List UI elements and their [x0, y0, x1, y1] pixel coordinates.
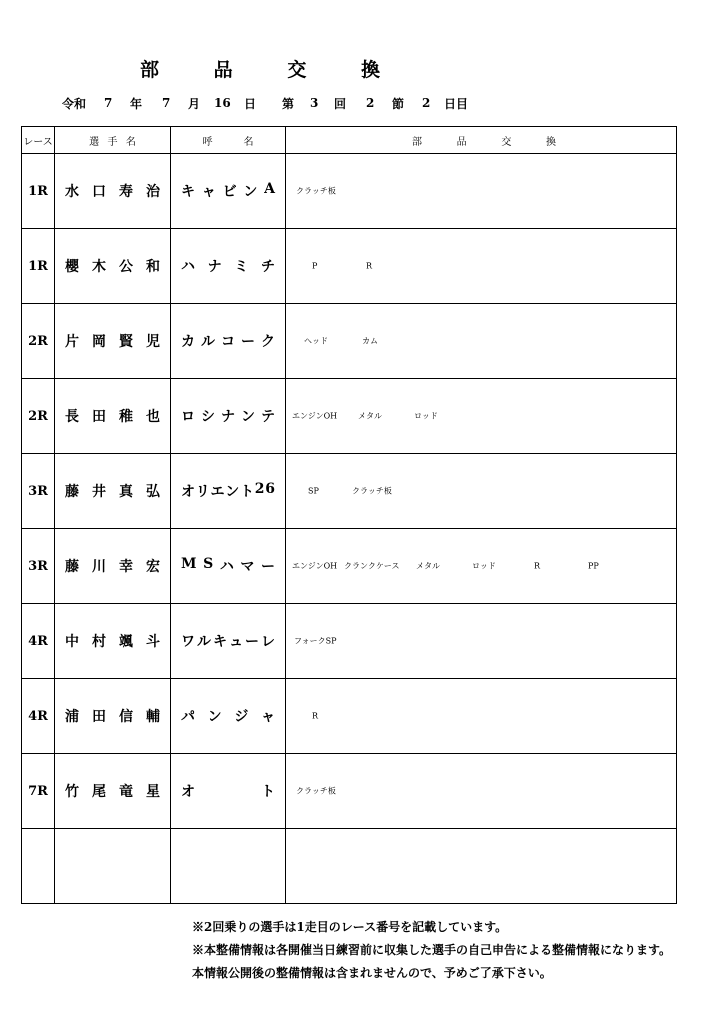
- call-name-char: ン: [207, 709, 222, 725]
- racer-name-char: 田: [92, 409, 106, 425]
- race-number: 4R: [22, 604, 55, 679]
- month-unit: 月: [188, 96, 201, 111]
- racer-name-char: 児: [146, 334, 160, 350]
- nichime-number: 2: [422, 96, 431, 110]
- race-number: 3R: [22, 454, 55, 529]
- racer-name-char: 長: [65, 409, 79, 425]
- call-name-char: カ: [181, 334, 195, 350]
- title-char: 交: [287, 58, 307, 81]
- racer-name-char: 水: [65, 184, 79, 200]
- table-row: [22, 754, 677, 829]
- racer-name: [55, 454, 171, 529]
- part-item: PP: [588, 561, 599, 571]
- month: 7: [162, 96, 171, 110]
- part-item: エンジンOH: [292, 561, 338, 571]
- call-name-char: エ: [210, 484, 225, 500]
- part-item: SP: [308, 486, 319, 496]
- racer-name-char: 片: [65, 334, 79, 350]
- racer-name-char: 田: [92, 709, 106, 725]
- table-row: [22, 679, 677, 754]
- racer-name-char: 賢: [119, 334, 133, 350]
- call-name-char: チ: [260, 259, 275, 275]
- parts-list: [286, 829, 677, 904]
- part-item: ヘッド: [304, 336, 328, 346]
- racer-name-char: 浦: [65, 709, 79, 725]
- table-row: [22, 304, 677, 379]
- call-name-char: コ: [221, 334, 235, 350]
- header-racer: [55, 127, 171, 154]
- table-row: [22, 154, 677, 229]
- racer-name-char: 井: [92, 484, 106, 500]
- note-line: ※2回乗りの選手は1走目のレース番号を記載しています。: [192, 920, 508, 934]
- table-row: [22, 604, 677, 679]
- table-row: [22, 454, 677, 529]
- meeting-info: [62, 94, 482, 112]
- part-item: R: [312, 711, 319, 721]
- call-name-char: テ: [261, 409, 275, 425]
- racer-name-char: 公: [119, 259, 133, 275]
- parts-list: [286, 604, 677, 679]
- parts-exchange-table: [21, 126, 677, 904]
- setsu-unit: 節: [392, 96, 405, 111]
- part-item: クラッチ板: [352, 486, 392, 496]
- racer-name: [55, 529, 171, 604]
- racer-name-char: 藤: [65, 484, 79, 500]
- day: 16: [214, 96, 231, 110]
- race-number: 1R: [22, 154, 55, 229]
- call-name: [171, 454, 286, 529]
- parts-list: [286, 754, 677, 829]
- racer-name-char: 颯: [119, 634, 133, 650]
- day-unit: 日: [244, 96, 257, 111]
- racer-name: [55, 754, 171, 829]
- racer-name: [55, 679, 171, 754]
- racer-name-char: 岡: [92, 334, 106, 350]
- call-name: [171, 529, 286, 604]
- call-name-char: マ: [240, 559, 255, 575]
- part-item: カム: [362, 336, 378, 346]
- setsu-number: 2: [366, 96, 375, 110]
- race-number: 3R: [22, 529, 55, 604]
- header-char: 換: [545, 136, 556, 148]
- call-name-char: 6: [265, 481, 275, 497]
- header-char: 手: [107, 136, 118, 148]
- racer-name-char: 竜: [119, 784, 133, 800]
- call-name-char: パ: [181, 709, 195, 725]
- racer-name-char: 竹: [65, 784, 79, 800]
- table-row: [22, 379, 677, 454]
- call-name-char: ン: [243, 184, 258, 200]
- part-item: P: [312, 261, 318, 271]
- call-name-char: ン: [225, 484, 240, 500]
- call-name-char: オ: [181, 784, 195, 800]
- call-name-char: ャ: [260, 709, 275, 725]
- racer-name: [55, 304, 171, 379]
- call-name: [171, 229, 286, 304]
- part-item: フォークSP: [294, 636, 337, 646]
- year-unit: 年: [130, 96, 143, 111]
- call-name-char: ロ: [181, 409, 195, 425]
- parts-list: [286, 454, 677, 529]
- kai-prefix: 第: [282, 96, 295, 111]
- year: 7: [104, 96, 113, 110]
- call-name-char: ハ: [181, 259, 195, 275]
- parts-list: [286, 304, 677, 379]
- header-callname: [171, 127, 286, 154]
- call-name-char: レ: [261, 634, 275, 650]
- race-number: [22, 829, 55, 904]
- racer-name-char: 治: [146, 184, 160, 200]
- call-name: [171, 754, 286, 829]
- call-name-char: ジ: [234, 709, 249, 725]
- racer-name: [55, 604, 171, 679]
- call-name-char: オ: [181, 484, 195, 500]
- call-name-char: ル: [197, 634, 211, 650]
- racer-name-char: 木: [92, 259, 106, 275]
- race-number: 2R: [22, 379, 55, 454]
- call-name-char: S: [203, 556, 214, 572]
- era: 令和: [62, 96, 87, 111]
- call-name: [171, 379, 286, 454]
- part-item: メタル: [358, 411, 382, 421]
- part-item: R: [366, 261, 373, 271]
- note-line: ※本整備情報は各開催当日練習前に収集した選手の自己申告による整備情報になります。: [192, 943, 672, 957]
- call-name: [171, 829, 286, 904]
- race-number: 2R: [22, 304, 55, 379]
- parts-list: [286, 679, 677, 754]
- call-name-char: キ: [213, 634, 227, 650]
- call-name-char: ー: [261, 559, 275, 575]
- call-name-char: ト: [240, 484, 254, 500]
- call-name-char: リ: [195, 484, 210, 500]
- racer-name-char: 川: [92, 559, 106, 575]
- header-char: 名: [243, 136, 254, 148]
- call-name-char: ル: [201, 334, 215, 350]
- call-name: [171, 679, 286, 754]
- table-header-row: [22, 127, 677, 154]
- call-name-char: ナ: [207, 259, 222, 275]
- note-line: 本情報公開後の整備情報は含まれませんので、予めご了承下さい。: [192, 966, 552, 980]
- part-item: R: [534, 561, 541, 571]
- racer-name-char: 真: [119, 484, 133, 500]
- call-name-char: ー: [245, 634, 259, 650]
- table-row: [22, 229, 677, 304]
- race-number: 4R: [22, 679, 55, 754]
- racer-name: [55, 829, 171, 904]
- call-name-char: シ: [201, 409, 215, 425]
- racer-name-char: 也: [146, 409, 160, 425]
- call-name-char: ハ: [219, 559, 234, 575]
- racer-name-char: 尾: [92, 784, 106, 800]
- title-char: 品: [213, 58, 233, 81]
- call-name: [171, 304, 286, 379]
- kai-unit: 回: [334, 96, 347, 111]
- racer-name-char: 和: [146, 259, 160, 275]
- racer-name-char: 宏: [146, 559, 160, 575]
- call-name-char: ト: [261, 784, 275, 800]
- kai-number: 3: [310, 96, 319, 110]
- table-row: [22, 529, 677, 604]
- racer-name: [55, 379, 171, 454]
- call-name-char: ン: [241, 409, 255, 425]
- call-name-char: ャ: [201, 184, 216, 200]
- parts-list: [286, 379, 677, 454]
- racer-name-char: 信: [119, 709, 133, 725]
- part-item: ロッド: [472, 561, 496, 571]
- call-name-char: ク: [261, 334, 275, 350]
- part-item: クラッチ板: [296, 786, 336, 796]
- racer-name-char: 幸: [119, 559, 133, 575]
- header-char: 部: [412, 136, 422, 148]
- call-name-char: キ: [181, 184, 195, 200]
- page-title: [140, 55, 380, 81]
- nichime-unit: 日目: [444, 96, 469, 111]
- racer-name: [55, 154, 171, 229]
- racer-name-char: 中: [65, 634, 79, 650]
- header-char: 名: [125, 136, 136, 148]
- racer-name-char: 輔: [146, 709, 160, 725]
- call-name-char: ュ: [229, 634, 243, 650]
- call-name-char: M: [181, 556, 197, 572]
- header-race: レース: [22, 127, 55, 154]
- part-item: ロッド: [414, 411, 438, 421]
- racer-name-char: 櫻: [65, 259, 79, 275]
- call-name-char: ビ: [222, 184, 237, 200]
- call-name-char: ミ: [234, 259, 249, 275]
- table-row: [22, 829, 677, 904]
- racer-name: [55, 229, 171, 304]
- part-item: クランクケース: [344, 561, 400, 571]
- racer-name-char: 弘: [146, 484, 160, 500]
- racer-name-char: 村: [92, 634, 106, 650]
- racer-name-char: 稚: [119, 409, 133, 425]
- part-item: エンジンOH: [292, 411, 338, 421]
- racer-name-char: 斗: [146, 634, 160, 650]
- parts-list: [286, 229, 677, 304]
- racer-name-char: 寿: [119, 184, 133, 200]
- footnotes: [192, 916, 712, 985]
- header-char: 品: [456, 136, 467, 148]
- race-number: 1R: [22, 229, 55, 304]
- call-name-char: ナ: [221, 409, 235, 425]
- call-name-char: A: [264, 181, 275, 197]
- racer-name-char: 星: [146, 784, 160, 800]
- call-name-char: ワ: [181, 634, 195, 650]
- part-item: メタル: [416, 561, 440, 571]
- title-char: 部: [140, 58, 160, 81]
- parts-list: [286, 154, 677, 229]
- call-name-char: 2: [254, 481, 265, 497]
- header-char: 呼: [202, 136, 213, 148]
- race-number: 7R: [22, 754, 55, 829]
- parts-list: [286, 529, 677, 604]
- call-name: [171, 154, 286, 229]
- header-parts: [286, 127, 677, 154]
- racer-name-char: 藤: [65, 559, 79, 575]
- call-name: [171, 604, 286, 679]
- call-name-char: ー: [241, 334, 255, 350]
- part-item: クラッチ板: [296, 186, 336, 196]
- title-char: 換: [360, 58, 380, 81]
- header-char: 交: [501, 136, 512, 148]
- racer-name-char: 口: [92, 184, 106, 200]
- header-char: 選: [89, 136, 100, 148]
